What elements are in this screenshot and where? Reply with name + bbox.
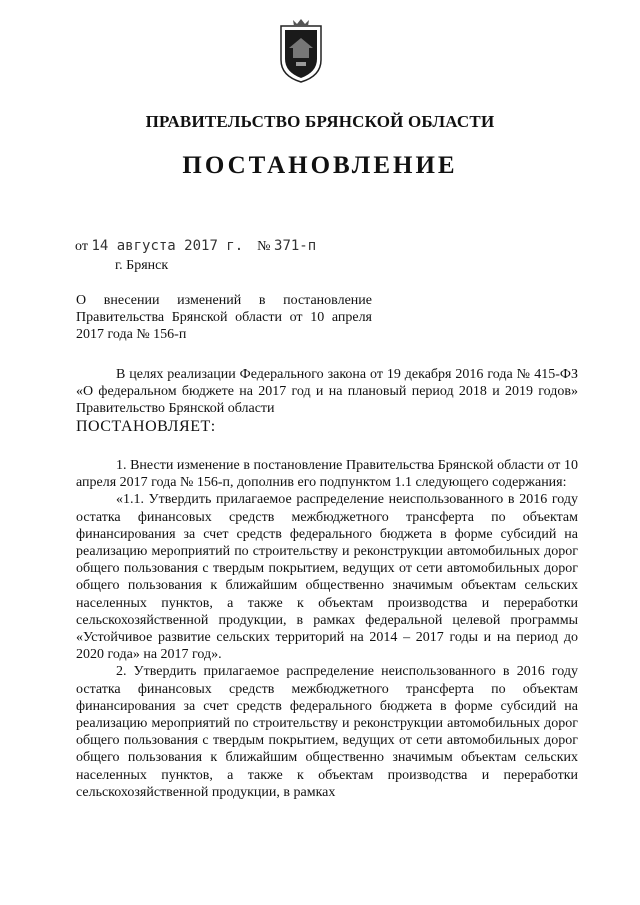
preamble-text: В целях реализации Федерального закона от 19 декабря 2016 года № 415-ФЗ «О федеральном бюджете на 2017 год и на плановый период 2018 и 2019 годов» Правительство Брянской области xyxy=(76,367,578,416)
document-number: 371-п xyxy=(274,238,317,254)
date-number-line xyxy=(75,238,316,255)
government-title: ПРАВИТЕЛЬСТВО БРЯНСКОЙ ОБЛАСТИ xyxy=(145,112,495,131)
document-body xyxy=(76,457,578,801)
paragraph-1-1: «1.1. Утвердить прилагаемое распределение неиспользованного в 2016 году остатка финансовых средств межбюджетного трансферта по объектам финансирования за счет средств федерального бюджета в форме субсидий на реализацию мероприятий по строительству и реконструкции автомобильных дорог общего пользования с твердым покрытием, ведущих от сети автомобильных дорог общего пользования к ближайшим общественно значимым объектам сельских населенных пунктов, а также к объектам производства и переработки сельскохозяйственной продукции, в рамках федеральной целевой программы «Устойчивое развитие сельских территорий на 2014 – 2017 годы и на период до 2020 года» на 2017 год». xyxy=(76,492,578,663)
paragraph-2: 2. Утвердить прилагаемое распределение неиспользованного в 2016 году остатка финансовых средств межбюджетного трансферта по объектам финансирования за счет средств федерального бюджета в форме субсидий на реализацию мероприятий по строительству и реконструкции автомобильных дорог общего пользования с твердым покрытием, ведущих от сети автомобильных дорог общего пользования к ближайшим общественно значимым объектам сельских населенных пунктов, а также к объектам производства и переработки сельскохозяйственной продукции, в рамках xyxy=(76,664,578,800)
number-prefix: № xyxy=(257,239,271,254)
document-type-title: ПОСТАНОВЛЕНИЕ xyxy=(182,152,458,179)
paragraph-1: 1. Внести изменение в постановление Правительства Брянской области от 10 апреля 2017 года № 156-п, дополнив его подпунктом 1.1 следующего содержания: xyxy=(76,458,578,491)
city-name: г. Брянск xyxy=(115,258,169,273)
document-subject: О внесении изменений в постановление Правительства Брянской области от 10 апреля 2017 года № 156-п xyxy=(76,293,372,342)
date-prefix: от xyxy=(75,239,88,254)
document-date: 14 августа 2017 г. xyxy=(91,238,244,254)
decree-word: ПОСТАНОВЛЯЕТ: xyxy=(76,418,216,435)
bryansk-coat-of-arms-icon xyxy=(275,18,327,84)
